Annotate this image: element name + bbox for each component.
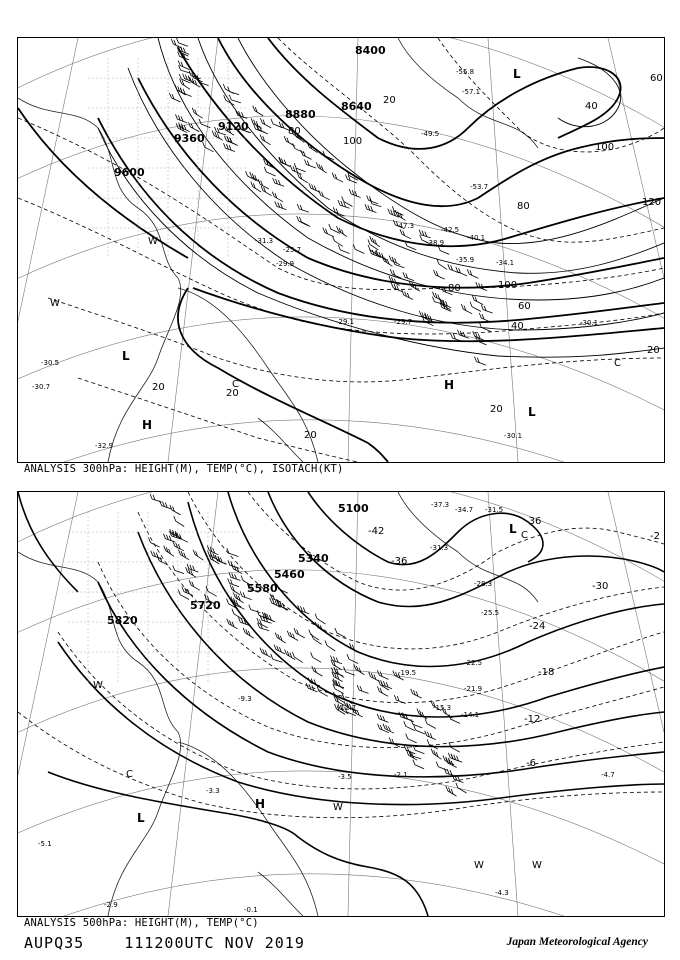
temp-label: -31.3	[255, 237, 274, 245]
isotherm-label-n36: -36	[391, 556, 408, 567]
warm-center: W	[333, 802, 343, 813]
wind-barb	[461, 304, 472, 314]
low-center: L	[137, 811, 145, 825]
isotherm-label-n2: -2	[650, 531, 660, 542]
temp-label: -30.7	[32, 383, 51, 391]
wind-barb	[381, 680, 392, 688]
height-label-5460: 5460	[274, 568, 305, 581]
high-center: H	[142, 418, 153, 432]
height-label-9360: 9360	[174, 132, 205, 145]
temp-label: -30.5	[41, 359, 60, 367]
temp-label: -4.7	[601, 771, 615, 779]
temp-label: -30.1	[504, 432, 523, 440]
wind-barb	[389, 738, 400, 748]
isotach-label-80: 80	[517, 201, 530, 212]
warm-center: W	[474, 860, 484, 871]
wind-barb	[400, 229, 411, 239]
wind-barb	[275, 633, 285, 644]
low-center: L	[513, 67, 521, 81]
wind-barb	[294, 628, 305, 638]
wind-barb	[456, 783, 467, 793]
warm-center: W	[148, 236, 158, 247]
wind-barb	[301, 150, 312, 160]
chart-code: AUPQ35	[24, 934, 85, 952]
isotach-label-20f: 20	[383, 95, 396, 106]
isotach-label-40b: 40	[585, 101, 598, 112]
wind-barb	[228, 560, 239, 568]
wind-barb	[349, 189, 360, 198]
temp-label: -31.3	[430, 544, 449, 552]
wind-barb	[170, 505, 181, 515]
wind-barb	[192, 108, 202, 118]
height-label-9600: 9600	[114, 166, 145, 179]
wind-barb	[273, 178, 284, 186]
wind-barb	[329, 224, 340, 233]
temp-label: -34.7	[455, 506, 474, 514]
wind-barb	[174, 516, 184, 526]
wind-barb	[315, 614, 325, 625]
wind-barb	[436, 762, 447, 771]
panel-caption-300hpa: ANALYSIS 300hPa: HEIGHT(M), TEMP(°C), ISOTACH(KT)	[24, 463, 344, 475]
wind-barb	[383, 724, 394, 734]
temp-label: -37.3	[431, 501, 450, 509]
isotach-label-80c: 80	[288, 126, 301, 137]
wind-barb	[227, 136, 238, 146]
isotherm-label-n42: -42	[368, 526, 385, 537]
wind-barb	[404, 721, 415, 730]
height-label-5100: 5100	[338, 502, 369, 515]
wind-barb	[451, 333, 463, 341]
wind-barb	[149, 538, 160, 547]
wind-barb	[344, 667, 355, 676]
isotherm-label-n6: -6	[526, 758, 536, 769]
isotach-label-40: 40	[511, 321, 524, 332]
height-label-5720: 5720	[190, 599, 221, 612]
isotach-label-20b: 20	[490, 404, 503, 415]
wind-barb	[308, 678, 320, 686]
temp-label: -3.5	[338, 773, 352, 781]
wind-barb	[224, 143, 236, 151]
isotherm-label-n24: -24	[529, 621, 546, 632]
wind-barb	[260, 118, 271, 128]
wind-barb	[254, 124, 265, 132]
height-label-8400: 8400	[355, 44, 386, 57]
temp-label: -0.1	[244, 906, 258, 914]
wind-barb	[260, 648, 271, 658]
warm-center: W	[532, 860, 542, 871]
cold-center: C	[614, 358, 621, 369]
height-label-5820: 5820	[107, 614, 138, 627]
temp-label: -15.3	[433, 704, 452, 712]
temp-label: -53.7	[470, 183, 489, 191]
wind-barb	[377, 714, 388, 723]
isotach-label-20c: 20	[304, 430, 317, 441]
wind-barb	[367, 195, 378, 203]
temp-label: -12.7	[338, 704, 357, 712]
wind-barb	[277, 601, 288, 610]
temp-label: -21.9	[464, 685, 483, 693]
wind-barb	[332, 173, 343, 183]
agency-name: Japan Meteorological Agency	[506, 936, 648, 948]
temp-label: -2.1	[394, 771, 408, 779]
wind-barb	[470, 302, 481, 312]
temp-label: -22.5	[464, 659, 483, 667]
map-panel-500hpa	[17, 491, 665, 917]
temp-label: -31.5	[485, 506, 504, 514]
isotach-label-20: 20	[152, 382, 165, 393]
wind-barb	[365, 204, 376, 212]
wind-barb	[353, 244, 364, 253]
wind-barb	[338, 245, 349, 254]
wind-barb	[225, 136, 236, 145]
temp-label: -28.3	[474, 580, 493, 588]
isotach-label-80b: 80	[448, 283, 461, 294]
temp-label: -38.9	[426, 239, 445, 247]
wind-barb	[275, 201, 287, 209]
isotach-label-20e: 20	[226, 388, 239, 399]
temp-label: -40.1	[467, 234, 486, 242]
wind-barb	[413, 760, 424, 769]
cold-center: C	[521, 530, 528, 541]
wind-barb	[407, 750, 418, 760]
wind-barb	[335, 628, 346, 638]
wind-barb	[479, 322, 490, 331]
wind-barb	[279, 157, 290, 166]
temp-label: -29.7	[394, 318, 413, 326]
temp-label: -55.8	[456, 68, 475, 76]
wind-barb	[456, 267, 467, 276]
wind-barb	[305, 160, 316, 169]
isotach-label-20d: 20	[647, 345, 660, 356]
wind-barb	[227, 619, 238, 629]
wind-barb	[331, 660, 342, 670]
wind-barb	[357, 685, 368, 693]
height-label-9120: 9120	[218, 120, 249, 133]
analysis-datetime: 111200UTC NOV 2019	[124, 934, 305, 952]
wind-barb	[475, 357, 486, 366]
low-center: L	[122, 349, 130, 363]
wind-barb	[332, 236, 342, 247]
cold-center: C	[232, 379, 239, 390]
temp-label: -29.9	[276, 260, 295, 268]
height-label-8880: 8880	[285, 108, 316, 121]
wind-barb	[311, 652, 322, 662]
isotach-label-100c: 100	[343, 136, 363, 147]
wind-barb	[297, 173, 308, 183]
warm-center: W	[50, 298, 60, 309]
temp-label: -3.3	[206, 787, 220, 795]
wind-barb	[257, 618, 268, 628]
temp-label: -5.1	[38, 840, 52, 848]
wind-barb	[294, 163, 305, 172]
warm-center: W	[93, 680, 103, 691]
wind-barb	[337, 226, 347, 236]
wind-barb	[297, 204, 309, 212]
panel-caption-500hpa: ANALYSIS 500hPa: HEIGHT(M), TEMP(°C)	[24, 917, 259, 929]
wind-barb	[189, 580, 200, 590]
isotachs	[98, 38, 664, 357]
isotach-label-120: 120	[642, 197, 662, 208]
wind-barb	[434, 270, 445, 279]
map-500hpa	[18, 492, 664, 916]
height-label-8640: 8640	[341, 100, 372, 113]
wind-barb	[406, 734, 417, 743]
wind-barb	[342, 196, 353, 206]
isotach-label-60: 60	[518, 301, 531, 312]
wind-barb	[425, 731, 436, 740]
wind-barb	[299, 217, 310, 227]
wind-barb	[272, 192, 283, 202]
isotherm-label-n36b: -36	[525, 516, 542, 527]
wind-barb	[377, 687, 388, 697]
wind-barb	[179, 550, 190, 560]
isotherm-label-n18: -18	[538, 667, 555, 678]
temp-label: -42.5	[441, 226, 460, 234]
wind-barb	[402, 290, 413, 299]
temp-label: -25.7	[283, 246, 302, 254]
wind-barb	[347, 654, 358, 663]
wind-barb	[319, 190, 330, 200]
temp-label: -34.1	[496, 259, 515, 267]
temp-label: -14.1	[461, 711, 480, 719]
wind-barb	[425, 719, 436, 729]
wind-barb	[411, 719, 422, 728]
wind-barb	[230, 585, 240, 596]
wind-barb	[227, 548, 238, 556]
wind-barb	[293, 143, 304, 152]
low-center: L	[509, 522, 517, 536]
wind-barb	[392, 206, 403, 215]
wind-barb	[377, 670, 388, 679]
wind-barbs	[169, 38, 492, 365]
wind-barb	[176, 114, 187, 123]
wind-barbs	[149, 494, 467, 796]
wind-barb	[193, 550, 203, 561]
wind-barb	[199, 119, 210, 128]
wind-barb	[325, 640, 335, 651]
wind-barb	[467, 269, 478, 278]
wind-barb	[395, 210, 405, 220]
isotherm-label-n30: -30	[592, 581, 609, 592]
temp-label: -32.9	[95, 442, 114, 450]
wind-barb	[481, 305, 492, 313]
isotherms	[18, 492, 664, 818]
wind-barb	[206, 586, 217, 596]
cold-center: C	[126, 769, 133, 780]
wind-barb	[458, 330, 469, 338]
wind-barb	[431, 749, 441, 760]
chart-identifier	[24, 934, 305, 952]
high-center: H	[255, 797, 266, 811]
coastline	[18, 492, 541, 916]
low-center: L	[528, 405, 536, 419]
wind-barb	[311, 634, 321, 645]
height-label-5580: 5580	[247, 582, 278, 595]
wind-barb	[173, 541, 184, 550]
wind-barb	[323, 228, 334, 237]
map-300hpa	[18, 38, 664, 462]
temp-label: -25.5	[481, 609, 500, 617]
wind-barb	[253, 106, 264, 116]
temp-label: -35.9	[456, 256, 475, 264]
temp-label: -4.3	[495, 889, 509, 897]
wind-barb	[177, 533, 188, 542]
wind-barb	[164, 546, 174, 557]
wind-barb	[292, 652, 302, 663]
station-grid	[88, 58, 248, 258]
temp-label: -2.9	[104, 901, 118, 909]
temp-label: -9.3	[238, 695, 252, 703]
wind-barb	[287, 631, 298, 641]
wind-barb	[403, 713, 414, 722]
wind-barb	[186, 567, 197, 577]
height-label-5340: 5340	[298, 552, 329, 565]
wind-barb	[479, 313, 490, 322]
wind-barb	[249, 605, 260, 613]
temp-label: -29.1	[336, 318, 355, 326]
temp-label: -49.5	[421, 130, 440, 138]
wind-barb	[312, 666, 323, 676]
map-panel-300hpa	[17, 37, 665, 463]
isotach-label-100: 100	[595, 142, 615, 153]
wind-barb	[354, 664, 365, 674]
wind-barb	[177, 38, 188, 46]
wind-barb	[411, 689, 422, 698]
temp-label: -30.1	[580, 319, 599, 327]
wind-barb	[309, 183, 320, 192]
high-center: H	[444, 378, 455, 392]
isotach-label-100b: 100	[498, 280, 518, 291]
wind-barb	[173, 565, 184, 573]
wind-barb	[229, 95, 241, 103]
temp-label: -19.5	[398, 669, 417, 677]
temp-label: -57.1	[462, 88, 481, 96]
wind-barb	[298, 605, 309, 613]
wind-barb	[229, 572, 241, 580]
wind-barb	[316, 162, 326, 173]
isotach-label-60b: 60	[650, 73, 663, 84]
temp-label: -47.3	[396, 222, 415, 230]
coastline	[18, 38, 538, 462]
isotherm-label-n12: -12	[524, 714, 541, 725]
wind-barb	[350, 643, 361, 653]
wind-barb	[258, 623, 270, 631]
wind-barb	[309, 630, 319, 641]
